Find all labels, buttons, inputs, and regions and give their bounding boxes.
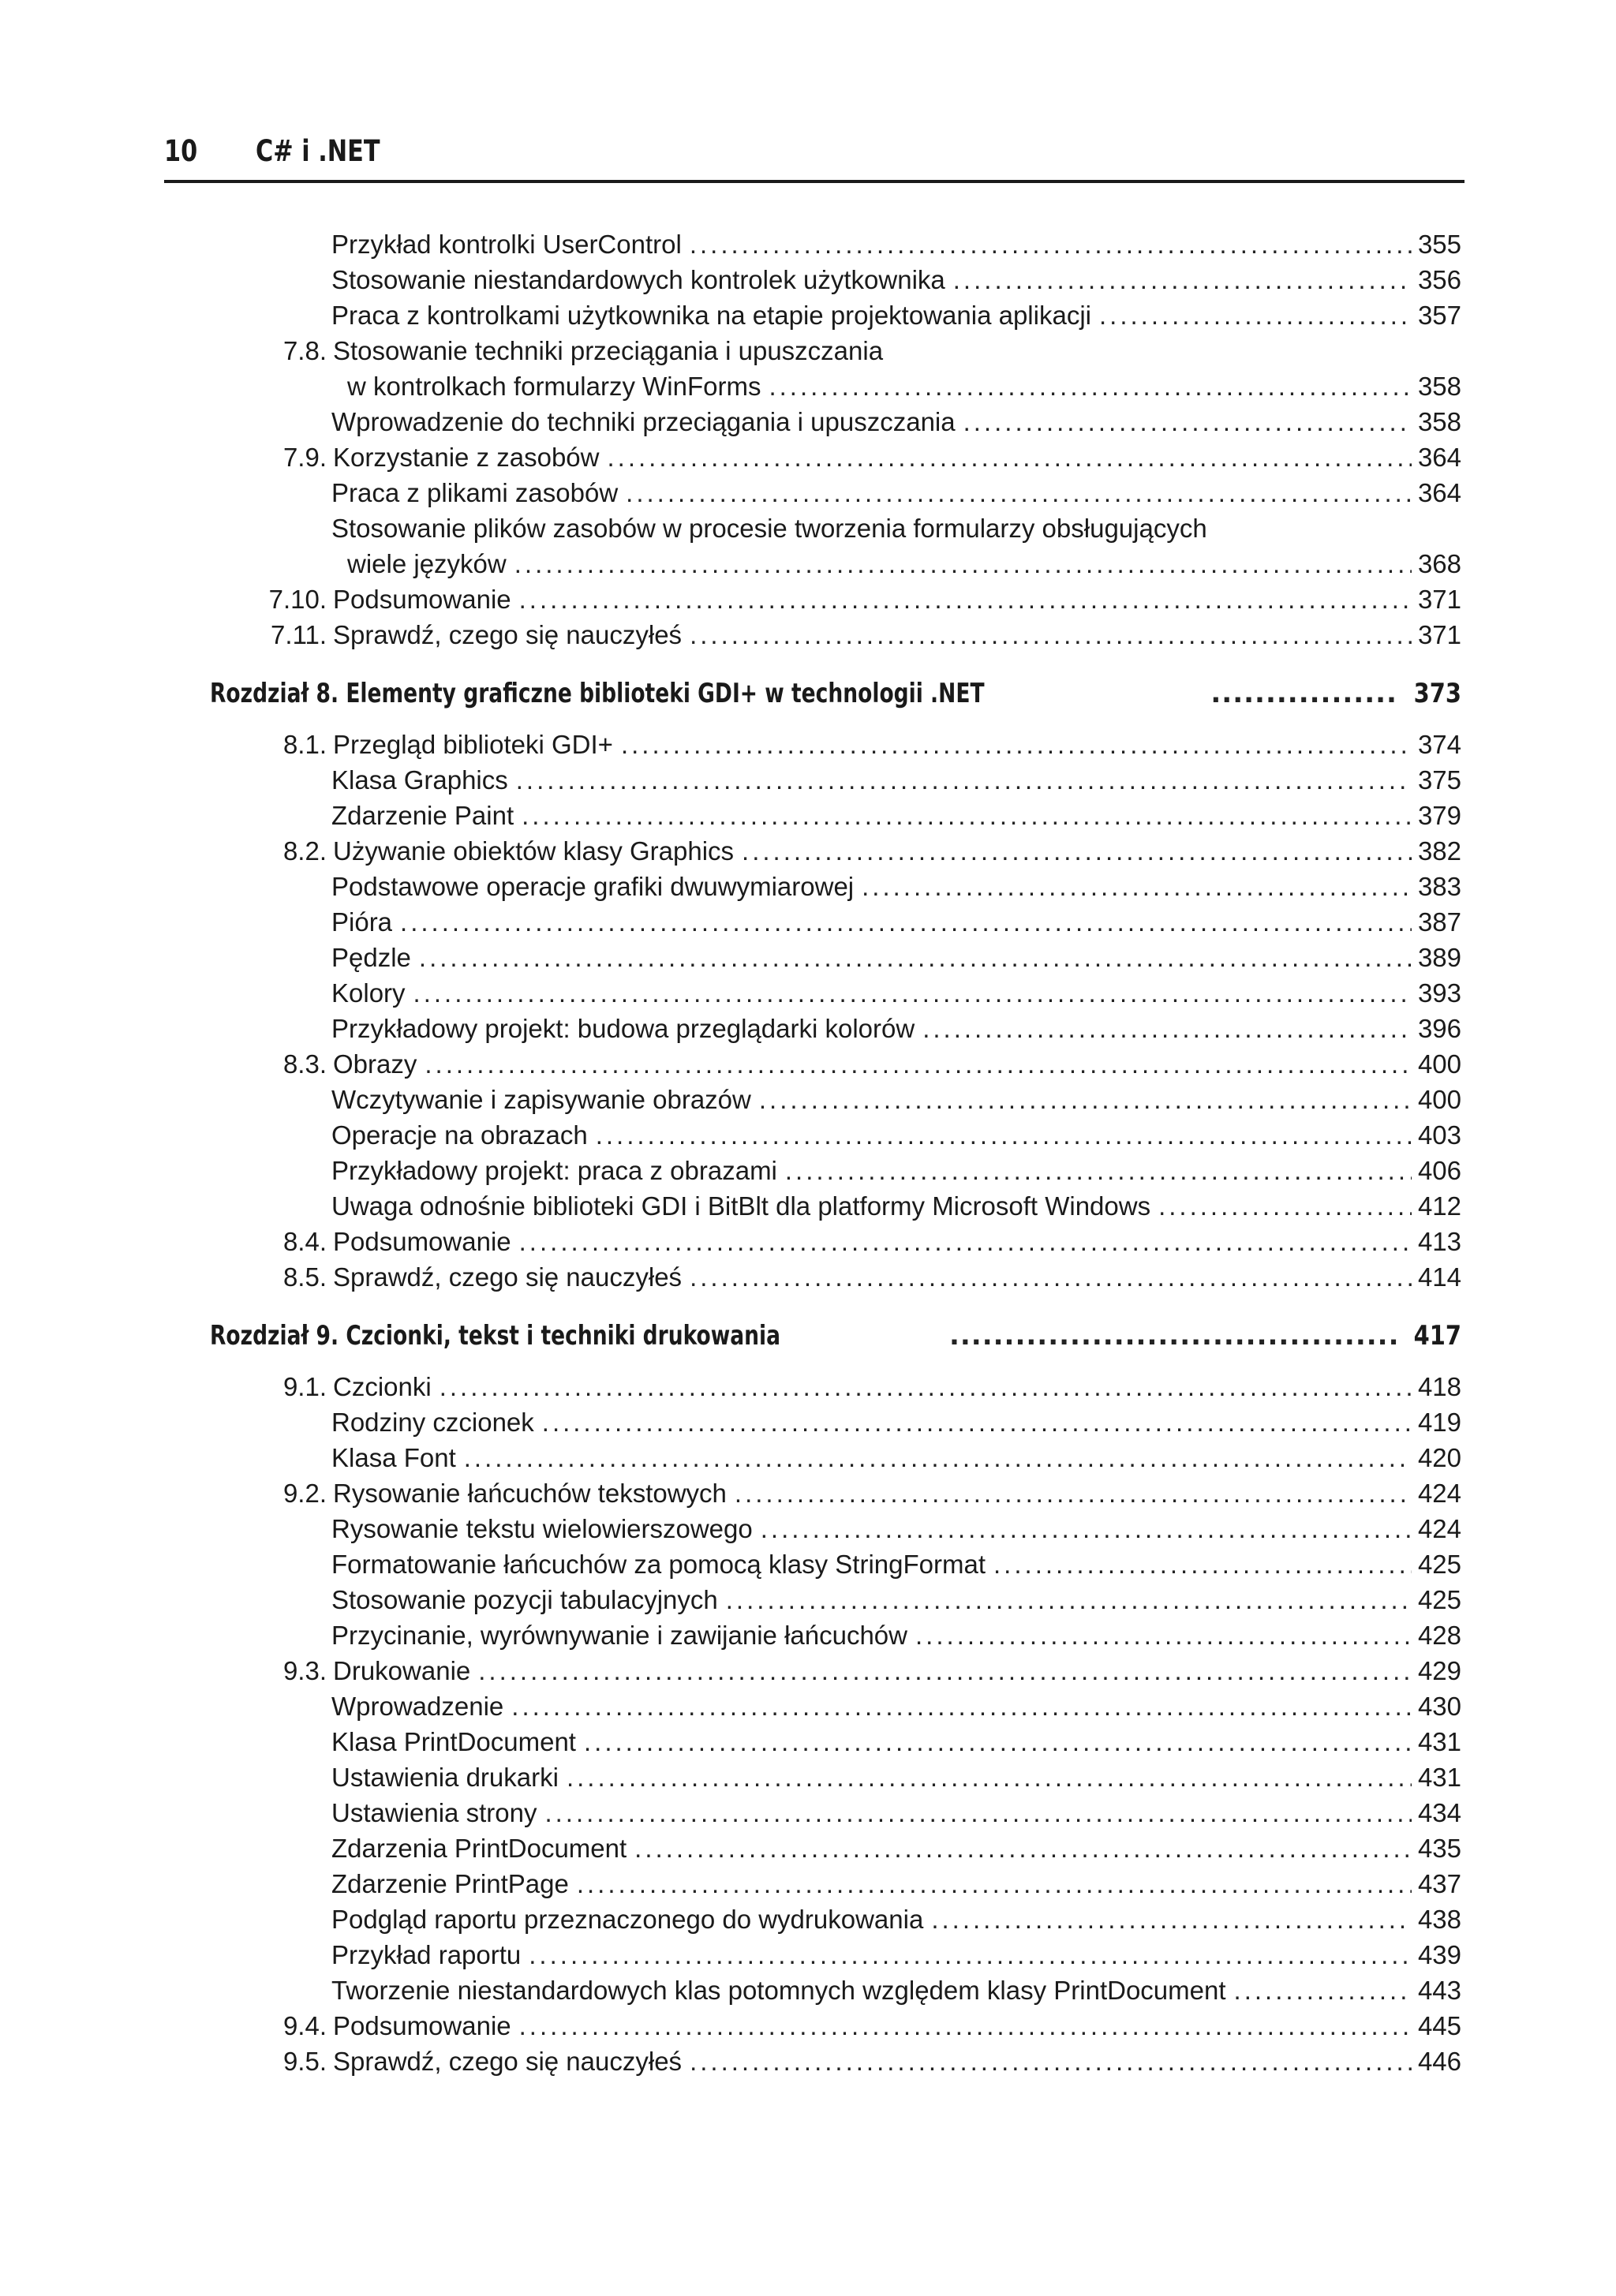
toc-entry-title: Rozdział 9. Czcionki, tekst i techniki drukowania — [210, 1320, 781, 1352]
toc-entry-title: Uwaga odnośnie biblioteki GDI i BitBlt dla platformy Microsoft Windows — [331, 1191, 1151, 1221]
toc-page-number: 371 — [1417, 585, 1461, 614]
toc-entry-title: Tworzenie niestandardowych klas potomnych względem klasy PrintDocument — [331, 1976, 1226, 2005]
dot-leader — [726, 1583, 1412, 1617]
toc-entry-title: Czcionki — [333, 1372, 432, 1401]
toc-entry-title: Praca z plikami zasobów — [331, 478, 619, 507]
toc-section-number: 7.8. — [282, 336, 327, 365]
dot-leader — [785, 1154, 1412, 1188]
toc-section-number: 7.10. — [268, 585, 327, 614]
toc-section-number: 8.5. — [282, 1262, 327, 1292]
toc-entry-title: Zdarzenia PrintDocument — [331, 1834, 627, 1863]
dot-leader — [1099, 298, 1412, 333]
dot-leader — [577, 1867, 1412, 1901]
dot-leader — [519, 1225, 1412, 1259]
toc-subsection-row — [331, 1796, 1461, 1830]
toc-section-number: 8.4. — [282, 1227, 327, 1256]
toc-page-number: 371 — [1417, 620, 1461, 649]
toc-entry-title: Pióra — [331, 907, 393, 937]
toc-subsection-row — [331, 405, 1461, 439]
toc-entry-title: Pędzle — [331, 943, 411, 972]
toc-entry-title: Przykładowy projekt: praca z obrazami — [331, 1156, 777, 1185]
toc-page-number: 428 — [1417, 1621, 1461, 1650]
page-number: 10 — [164, 134, 198, 168]
dot-leader — [514, 547, 1412, 581]
toc-section-row — [207, 1370, 1461, 1404]
toc-section-row — [207, 2009, 1461, 2044]
toc-entry-title: Przykład raportu — [331, 1940, 522, 1969]
toc-entry-title: Rysowanie tekstu wielowierszowego — [331, 1514, 753, 1543]
toc-page-number: 419 — [1417, 1408, 1461, 1437]
toc-section-row — [207, 1260, 1461, 1295]
toc-page-number: 446 — [1417, 2047, 1461, 2076]
toc-entry-title: Podsumowanie — [333, 2011, 511, 2040]
toc-page-number: 443 — [1417, 1976, 1461, 2005]
dot-leader — [596, 1118, 1412, 1153]
toc-page-number: 445 — [1417, 2011, 1461, 2040]
dot-leader — [993, 1547, 1412, 1582]
toc-entry-title: Ustawienia drukarki — [331, 1763, 559, 1792]
toc-page-number: 425 — [1417, 1585, 1461, 1614]
toc-entry-title: Przykładowy projekt: budowa przeglądarki kolorów — [331, 1014, 915, 1043]
toc-section-row — [207, 1654, 1461, 1688]
toc-section-number: 8.2. — [282, 836, 327, 866]
dot-leader — [522, 798, 1412, 833]
dot-leader — [690, 1260, 1412, 1295]
dot-leader — [544, 1796, 1411, 1830]
toc-subsection-row — [331, 1618, 1461, 1653]
dot-leader — [690, 2044, 1412, 2079]
toc-page-number: 439 — [1417, 1940, 1461, 1969]
toc-subsection-row — [331, 1831, 1461, 1866]
toc-section-row — [207, 334, 1461, 368]
toc-entry-title: Rysowanie łańcuchów tekstowych — [333, 1479, 727, 1508]
toc-subsection-row — [347, 547, 1461, 581]
dot-leader — [478, 1654, 1412, 1688]
toc-entry-title: Stosowanie techniki przeciągania i upuszczania — [333, 336, 884, 365]
toc-section-number: 8.3. — [282, 1049, 327, 1079]
toc-entry-title: w kontrolkach formularzy WinForms — [347, 372, 761, 401]
toc-subsection-row — [331, 263, 1461, 297]
toc-chapter-row — [210, 674, 1461, 713]
toc-entry-title: Podsumowanie — [333, 585, 511, 614]
dot-leader — [511, 1689, 1412, 1724]
toc-entry-title: Przegląd biblioteki GDI+ — [333, 730, 613, 759]
toc-subsection-row — [331, 976, 1461, 1011]
toc-entry-title: Drukowanie — [333, 1656, 471, 1685]
toc-entry-title: Sprawdź, czego się nauczyłeś — [333, 1262, 683, 1292]
dot-leader — [621, 727, 1412, 762]
toc-subsection-row — [331, 227, 1461, 262]
toc-entry-title: Obrazy — [333, 1049, 417, 1079]
toc-page-number: 358 — [1417, 407, 1461, 436]
toc-section-row — [207, 1476, 1461, 1511]
dot-leader — [567, 1760, 1412, 1795]
toc-section-row — [207, 834, 1461, 869]
dot-leader — [608, 440, 1412, 475]
dot-leader — [769, 369, 1411, 404]
book-title: C# i .NET — [256, 134, 380, 168]
toc-subsection-row — [331, 511, 1461, 546]
toc-section-row — [207, 2044, 1461, 2079]
toc-subsection-row — [331, 1867, 1461, 1901]
toc-subsection-row — [331, 763, 1461, 798]
toc-page-number: 429 — [1417, 1656, 1461, 1685]
toc-subsection-row — [331, 1689, 1461, 1724]
toc-entry-title: Korzystanie z zasobów — [333, 443, 600, 472]
toc-subsection-row — [331, 476, 1461, 510]
dot-leader — [759, 1083, 1412, 1117]
toc-subsection-row — [331, 1760, 1461, 1795]
toc-page-number: 374 — [1417, 730, 1461, 759]
toc-entry-title: Zdarzenie Paint — [331, 801, 514, 830]
toc-section-row — [207, 1225, 1461, 1259]
dot-leader — [931, 1902, 1412, 1937]
toc-entry-title: Wprowadzenie do techniki przeciągania i upuszczania — [331, 407, 956, 436]
toc-page-number: 412 — [1417, 1191, 1461, 1221]
toc-page-number: 435 — [1417, 1834, 1461, 1863]
toc-page-number: 431 — [1417, 1727, 1461, 1756]
toc-section-number: 9.3. — [282, 1656, 327, 1685]
toc-section-row — [207, 727, 1461, 762]
toc-subsection-row — [331, 869, 1461, 904]
toc-section-number: 7.9. — [282, 443, 327, 472]
toc-entry-title: Formatowanie łańcuchów za pomocą klasy StringFormat — [331, 1550, 986, 1579]
toc-subsection-row — [331, 1189, 1461, 1224]
dot-leader — [542, 1405, 1412, 1440]
toc-subsection-row — [347, 369, 1461, 404]
dot-leader — [419, 940, 1412, 975]
toc-subsection-row — [331, 1441, 1461, 1475]
dot-leader — [584, 1725, 1412, 1759]
dot-leader — [1158, 1189, 1412, 1224]
dot-leader — [690, 227, 1412, 262]
dot-leader — [1234, 1973, 1412, 2008]
dot-leader — [413, 976, 1412, 1011]
toc-page-number: 420 — [1417, 1443, 1461, 1472]
page-header — [164, 126, 1464, 183]
toc-page-number: 383 — [1417, 872, 1461, 901]
dot-leader — [400, 905, 1412, 940]
toc-section-row — [207, 582, 1461, 617]
toc-section-number: 9.4. — [282, 2011, 327, 2040]
dot-leader — [425, 1047, 1412, 1082]
toc-section-number: 9.2. — [282, 1479, 327, 1508]
toc-subsection-row — [331, 1118, 1461, 1153]
toc-entry-title: Rozdział 8. Elementy graficzne biblioteki GDI+ w technologii .NET — [210, 678, 985, 709]
toc-entry-title: Klasa Graphics — [331, 765, 508, 795]
toc-page-number: 434 — [1417, 1798, 1461, 1827]
toc-page-number: 406 — [1417, 1156, 1461, 1185]
toc-section-number: 9.1. — [282, 1372, 327, 1401]
toc-page-number: 417 — [1413, 1320, 1461, 1352]
toc-page-number: 418 — [1417, 1372, 1461, 1401]
toc-section-number: 7.11. — [271, 620, 327, 649]
dot-leader — [915, 1618, 1412, 1653]
toc-subsection-row — [331, 1083, 1461, 1117]
toc-entry-title: Kolory — [331, 978, 406, 1008]
toc-page-number: 393 — [1417, 978, 1461, 1008]
toc-entry-title: Klasa PrintDocument — [331, 1727, 576, 1756]
toc-page-number: 379 — [1417, 801, 1461, 830]
toc-page-number: 387 — [1417, 907, 1461, 937]
dot-leader — [516, 763, 1412, 798]
toc-page-number: 389 — [1417, 943, 1461, 972]
toc-entry-title: Sprawdź, czego się nauczyłeś — [333, 620, 683, 649]
toc-entry-title: Podstawowe operacje grafiki dwuwymiarowej — [331, 872, 855, 901]
toc-page-number: 424 — [1417, 1514, 1461, 1543]
toc-entry-title: Podsumowanie — [333, 1227, 511, 1256]
toc-entry-title: Przykład kontrolki UserControl — [331, 230, 682, 259]
toc-entry-title: Podgląd raportu przeznaczonego do wydrukowania — [331, 1905, 924, 1934]
toc-entry-title: Wprowadzenie — [331, 1692, 504, 1721]
dot-leader — [922, 1012, 1412, 1046]
toc-entry-title: Rodziny czcionek — [331, 1408, 534, 1437]
toc-page-number: 364 — [1417, 443, 1461, 472]
dot-leader — [529, 1938, 1412, 1973]
toc-page-number: 403 — [1417, 1120, 1461, 1150]
toc-entry-title: Przycinanie, wyrównywanie i zawijanie łańcuchów — [331, 1621, 907, 1650]
toc-section-row — [207, 1047, 1461, 1082]
dot-leader — [690, 618, 1412, 653]
toc-page-number: 413 — [1417, 1227, 1461, 1256]
toc-entry-title: Praca z kontrolkami użytkownika na etapie projektowania aplikacji — [331, 301, 1091, 330]
toc-entry-title: Używanie obiektów klasy Graphics — [333, 836, 735, 866]
toc-entry-title: Stosowanie niestandardowych kontrolek użytkownika — [331, 265, 945, 294]
dot-leader — [464, 1441, 1412, 1475]
toc-entry-title: Zdarzenie PrintPage — [331, 1869, 569, 1898]
toc-page-number: 357 — [1417, 301, 1461, 330]
toc-page-number: 358 — [1417, 372, 1461, 401]
toc-subsection-row — [331, 1547, 1461, 1582]
toc-subsection-row — [331, 905, 1461, 940]
toc-entry-title: wiele języków — [347, 549, 507, 578]
dot-leader — [519, 582, 1412, 617]
toc-page-number: 382 — [1417, 836, 1461, 866]
toc-entry-title: Stosowanie pozycji tabulacyjnych — [331, 1585, 718, 1614]
toc-subsection-row — [331, 1902, 1461, 1937]
toc-entry-title: Wczytywanie i zapisywanie obrazów — [331, 1085, 751, 1114]
toc-subsection-row — [331, 798, 1461, 833]
dot-leader — [963, 405, 1412, 439]
dot-leader — [949, 1316, 1399, 1356]
toc-entry-title: Sprawdź, czego się nauczyłeś — [333, 2047, 683, 2076]
toc-subsection-row — [331, 1405, 1461, 1440]
toc-section-number: 9.5. — [282, 2047, 327, 2076]
toc-page-number: 438 — [1417, 1905, 1461, 1934]
dot-leader — [519, 2009, 1412, 2044]
dot-leader — [626, 476, 1412, 510]
toc-subsection-row — [331, 1583, 1461, 1617]
toc-page-number: 396 — [1417, 1014, 1461, 1043]
toc-page-number: 414 — [1417, 1262, 1461, 1292]
dot-leader — [735, 1476, 1412, 1511]
toc-section-row — [207, 440, 1461, 475]
toc-entry-title: Ustawienia strony — [331, 1798, 537, 1827]
toc-page-number: 400 — [1417, 1085, 1461, 1114]
dot-leader — [634, 1831, 1412, 1866]
toc-subsection-row — [331, 1938, 1461, 1973]
dot-leader — [440, 1370, 1412, 1404]
toc-entry-title: Klasa Font — [331, 1443, 456, 1472]
dot-leader — [862, 869, 1412, 904]
toc-page-number: 356 — [1417, 265, 1461, 294]
toc-page-number: 373 — [1413, 678, 1461, 709]
toc-subsection-row — [331, 1973, 1461, 2008]
toc-page-number: 437 — [1417, 1869, 1461, 1898]
toc-section-row — [207, 618, 1461, 653]
toc-page-number: 368 — [1417, 549, 1461, 578]
toc-subsection-row — [331, 1512, 1461, 1546]
dot-leader — [1210, 674, 1399, 713]
toc-section-number: 8.1. — [282, 730, 327, 759]
toc-page-number: 375 — [1417, 765, 1461, 795]
toc-subsection-row — [331, 1725, 1461, 1759]
toc-page-number: 355 — [1417, 230, 1461, 259]
toc-entry-title: Operacje na obrazach — [331, 1120, 588, 1150]
toc-page-number: 424 — [1417, 1479, 1461, 1508]
dot-leader — [761, 1512, 1412, 1546]
toc-page-number: 425 — [1417, 1550, 1461, 1579]
toc-page-number: 400 — [1417, 1049, 1461, 1079]
toc-subsection-row — [331, 940, 1461, 975]
toc-subsection-row — [331, 1012, 1461, 1046]
toc-page-number: 430 — [1417, 1692, 1461, 1721]
toc-page-number: 364 — [1417, 478, 1461, 507]
toc-subsection-row — [331, 1154, 1461, 1188]
toc-entry-title: Stosowanie plików zasobów w procesie tworzenia formularzy obsługujących — [331, 514, 1207, 543]
dot-leader — [953, 263, 1412, 297]
toc-subsection-row — [331, 298, 1461, 333]
toc-chapter-row — [210, 1316, 1461, 1356]
toc-page-number: 431 — [1417, 1763, 1461, 1792]
dot-leader — [742, 834, 1412, 869]
